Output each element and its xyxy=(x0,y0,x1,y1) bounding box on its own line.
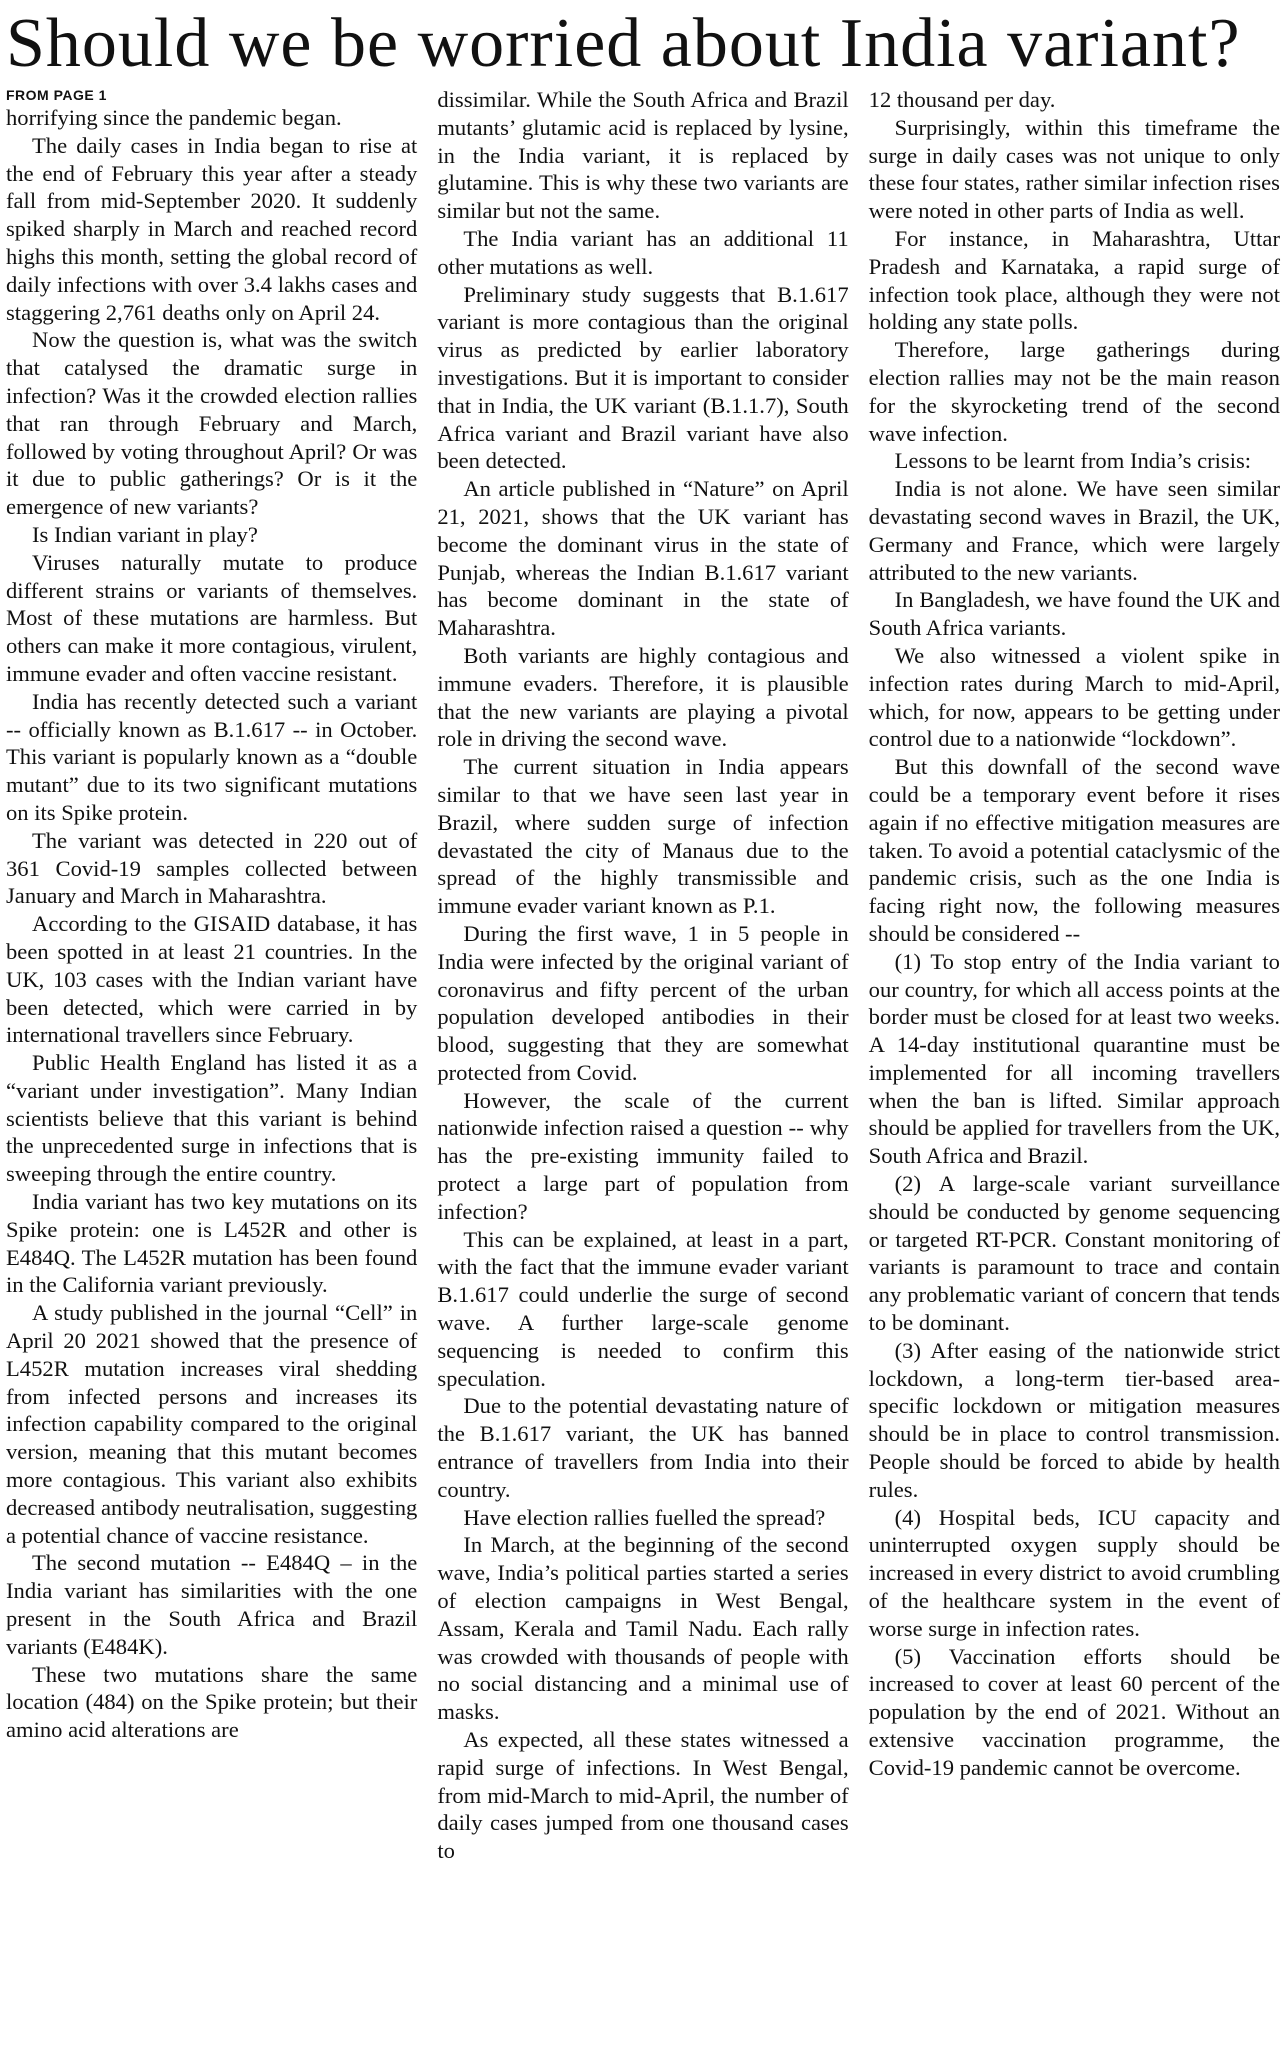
column-1 xyxy=(6,86,417,1865)
paragraph: The daily cases in India began to rise at the end of February this year after a steady fall from mid-September 2020. It suddenly spiked sharply in March and reached record highs this month, setting the global record of daily infections with over 3.4 lakhs cases and staggering 2,761 deaths only on April 24. xyxy=(6,132,418,325)
paragraph: Surprisingly, within this timeframe the surge in daily cases was not unique to only these four states, rather similar infection rises were noted in other parts of India as well. xyxy=(868,114,1280,224)
column-3 xyxy=(869,86,1280,1865)
paragraph: Due to the potential devastating nature of the B.1.617 variant, the UK has banned entrance of travellers from India into their country. xyxy=(437,1393,849,1502)
paragraph: Public Health England has listed it as a “variant under investigation”. Many Indian scientists believe that this variant is behind the unprecedented surge in infections that is sweeping through the entire country. xyxy=(6,1050,418,1187)
paragraph: Preliminary study suggests that B.1.617 variant is more contagious than the original virus as predicted by earlier laboratory investigations. But it is important to consider that in India, the UK variant (B.1.1.7), South Africa variant and Brazil variant have also been detected. xyxy=(437,281,849,474)
paragraph: For instance, in Maharashtra, Uttar Pradesh and Karnataka, a rapid surge of infection took place, although they were not holding any state polls. xyxy=(868,225,1280,335)
paragraph: The India variant has an additional 11 other mutations as well. xyxy=(437,225,849,279)
paragraph: India is not alone. We have seen similar devastating second waves in Brazil, the UK, Germany and France, which were largely attributed to the new variants. xyxy=(868,476,1280,585)
paragraph: The second mutation -- E484Q – in the India variant has similarities with the one present in the South Africa and Brazil variants (E484K). xyxy=(6,1550,418,1659)
paragraph: But this downfall of the second wave could be a temporary event before it rises again if no effective mitigation measures are taken. To avoid a potential cataclysmic of the pandemic crisis, such as the one India is facing right now, the following measures should be considered -- xyxy=(868,754,1280,946)
column-2 xyxy=(437,86,848,1865)
paragraph: The current situation in India appears similar to that we have seen last year in Brazil, where sudden surge of infection devastated the city of Manaus due to the spread of the highly transmissible and immune evader variant known as P.1. xyxy=(437,754,849,919)
paragraph: 12 thousand per day. xyxy=(868,87,1056,112)
paragraph: According to the GISAID database, it has been spotted in at least 21 countries. In the UK, 103 cases with the Indian variant have been detected, which were carried in by international travellers since February. xyxy=(6,911,418,1048)
continuation-kicker: FROM PAGE 1 xyxy=(6,87,107,103)
paragraph: These two mutations share the same location (484) on the Spike protein; but their amino acid alterations are xyxy=(6,1661,418,1743)
paragraph: However, the scale of the current nationwide infection raised a question -- why has the pre-existing immunity failed to protect a large part of population from infection? xyxy=(437,1087,849,1224)
paragraph: (2) A large-scale variant surveillance should be conducted by genome sequencing or targeted RT-PCR. Constant monitoring of variants is paramount to trace and contain any problematic variant of concern that tends to be dominant. xyxy=(868,1171,1280,1336)
article-columns xyxy=(6,86,1280,1865)
paragraph: (5) Vaccination efforts should be increased to cover at least 60 percent of the population by the end of 2021. Without an extensive vaccination programme, the Covid-19 pandemic cannot be overcome. xyxy=(868,1643,1280,1780)
paragraph: horrifying since the pandemic began. xyxy=(6,105,342,130)
subheading: Have election rallies fuelled the spread? xyxy=(463,1504,826,1530)
paragraph: The variant was detected in 220 out of 361 Covid-19 samples collected between January and March in Maharashtra. xyxy=(6,827,418,909)
paragraph: Therefore, large gatherings during election rallies may not be the main reason for the skyrocketing trend of the second wave infection. xyxy=(868,337,1280,446)
headline: Should we be worried about India variant? xyxy=(6,5,1241,82)
paragraph: An article published in “Nature” on April 21, 2021, shows that the UK variant has become the dominant virus in the state of Punjab, whereas the Indian B.1.617 variant has become dominant in the state of Maharashtra. xyxy=(437,476,849,641)
paragraph: As expected, all these states witnessed a rapid surge of infections. In West Bengal, from mid-March to mid-April, the number of daily cases jumped from one thousand cases to xyxy=(437,1727,849,1864)
paragraph: In March, at the beginning of the second wave, India’s political parties started a series of election campaigns in West Bengal, Assam, Kerala and Tamil Nadu. Each rally was crowded with thousands of people with no social distancing and a minimal use of masks. xyxy=(437,1532,849,1725)
paragraph: (4) Hospital beds, ICU capacity and uninterrupted oxygen supply should be increased in every district to avoid crumbling of the healthcare system in the event of worse surge in infection rates. xyxy=(868,1504,1280,1641)
paragraph: (1) To stop entry of the India variant to our country, for which all access points at the border must be closed for at least two weeks. A 14-day institutional quarantine must be implemented for all incoming travellers when the ban is lifted. Similar approach should be applied for travellers from the UK, South Africa and Brazil. xyxy=(868,948,1280,1169)
subheading: Lessons to be learnt from India’s crisis: xyxy=(894,448,1252,474)
paragraph: India has recently detected such a variant -- officially known as B.1.617 -- in October. This variant is popularly known as a “double mutant” due to its two significant mutations on its Spike protein. xyxy=(6,688,418,825)
paragraph: Viruses naturally mutate to produce different strains or variants of themselves. Most of these mutations are harmless. But others can make it more contagious, virulent, immune evader and often vaccine resistant. xyxy=(6,549,418,686)
paragraph: In Bangladesh, we have found the UK and South Africa variants. xyxy=(868,587,1280,641)
subheading: Is Indian variant in play? xyxy=(32,521,258,547)
paragraph: India variant has two key mutations on its Spike protein: one is L452R and other is E484Q. The L452R mutation has been found in the California variant previously. xyxy=(6,1189,418,1298)
paragraph: This can be explained, at least in a part, with the fact that the immune evader variant B.1.617 could underlie the surge of second wave. A further large-scale genome sequencing is needed to confirm this speculation. xyxy=(437,1226,849,1391)
paragraph: During the first wave, 1 in 5 people in India were infected by the original variant of coronavirus and fifty percent of the urban population developed antibodies in their blood, suggesting that they are somewhat protected from Covid. xyxy=(437,920,849,1085)
paragraph: A study published in the journal “Cell” in April 20 2021 showed that the presence of L452R mutation increases viral shedding from infected persons and increases its infection capability compared to the original version, meaning that this mutant becomes more contagious. This variant also exhibits decreased antibody neutralisation, suggesting a potential chance of vaccine resistance. xyxy=(6,1300,418,1548)
paragraph: Both variants are highly contagious and immune evaders. Therefore, it is plausible that the new variants are playing a pivotal role in driving the second wave. xyxy=(437,642,849,752)
paragraph: dissimilar. While the South Africa and Brazil mutants’ glutamic acid is replaced by lysine, in the India variant, it is replaced by glutamine. This is why these two variants are similar but not the same. xyxy=(437,87,849,224)
paragraph: (3) After easing of the nationwide strict lockdown, a long-term tier-based area-specific lockdown or mitigation measures should be in place to control transmission. People should be forced to abide by health rules. xyxy=(868,1337,1280,1502)
paragraph: Now the question is, what was the switch that catalysed the dramatic surge in infection? Was it the crowded election rallies that ran through February and March, followed by voting throughout April? Or was it due to public gatherings? Or is it the emergence of new variants? xyxy=(6,327,418,520)
paragraph: We also witnessed a violent spike in infection rates during March to mid-April, which, for now, appears to be getting under control due to a nationwide “lockdown”. xyxy=(868,642,1280,752)
